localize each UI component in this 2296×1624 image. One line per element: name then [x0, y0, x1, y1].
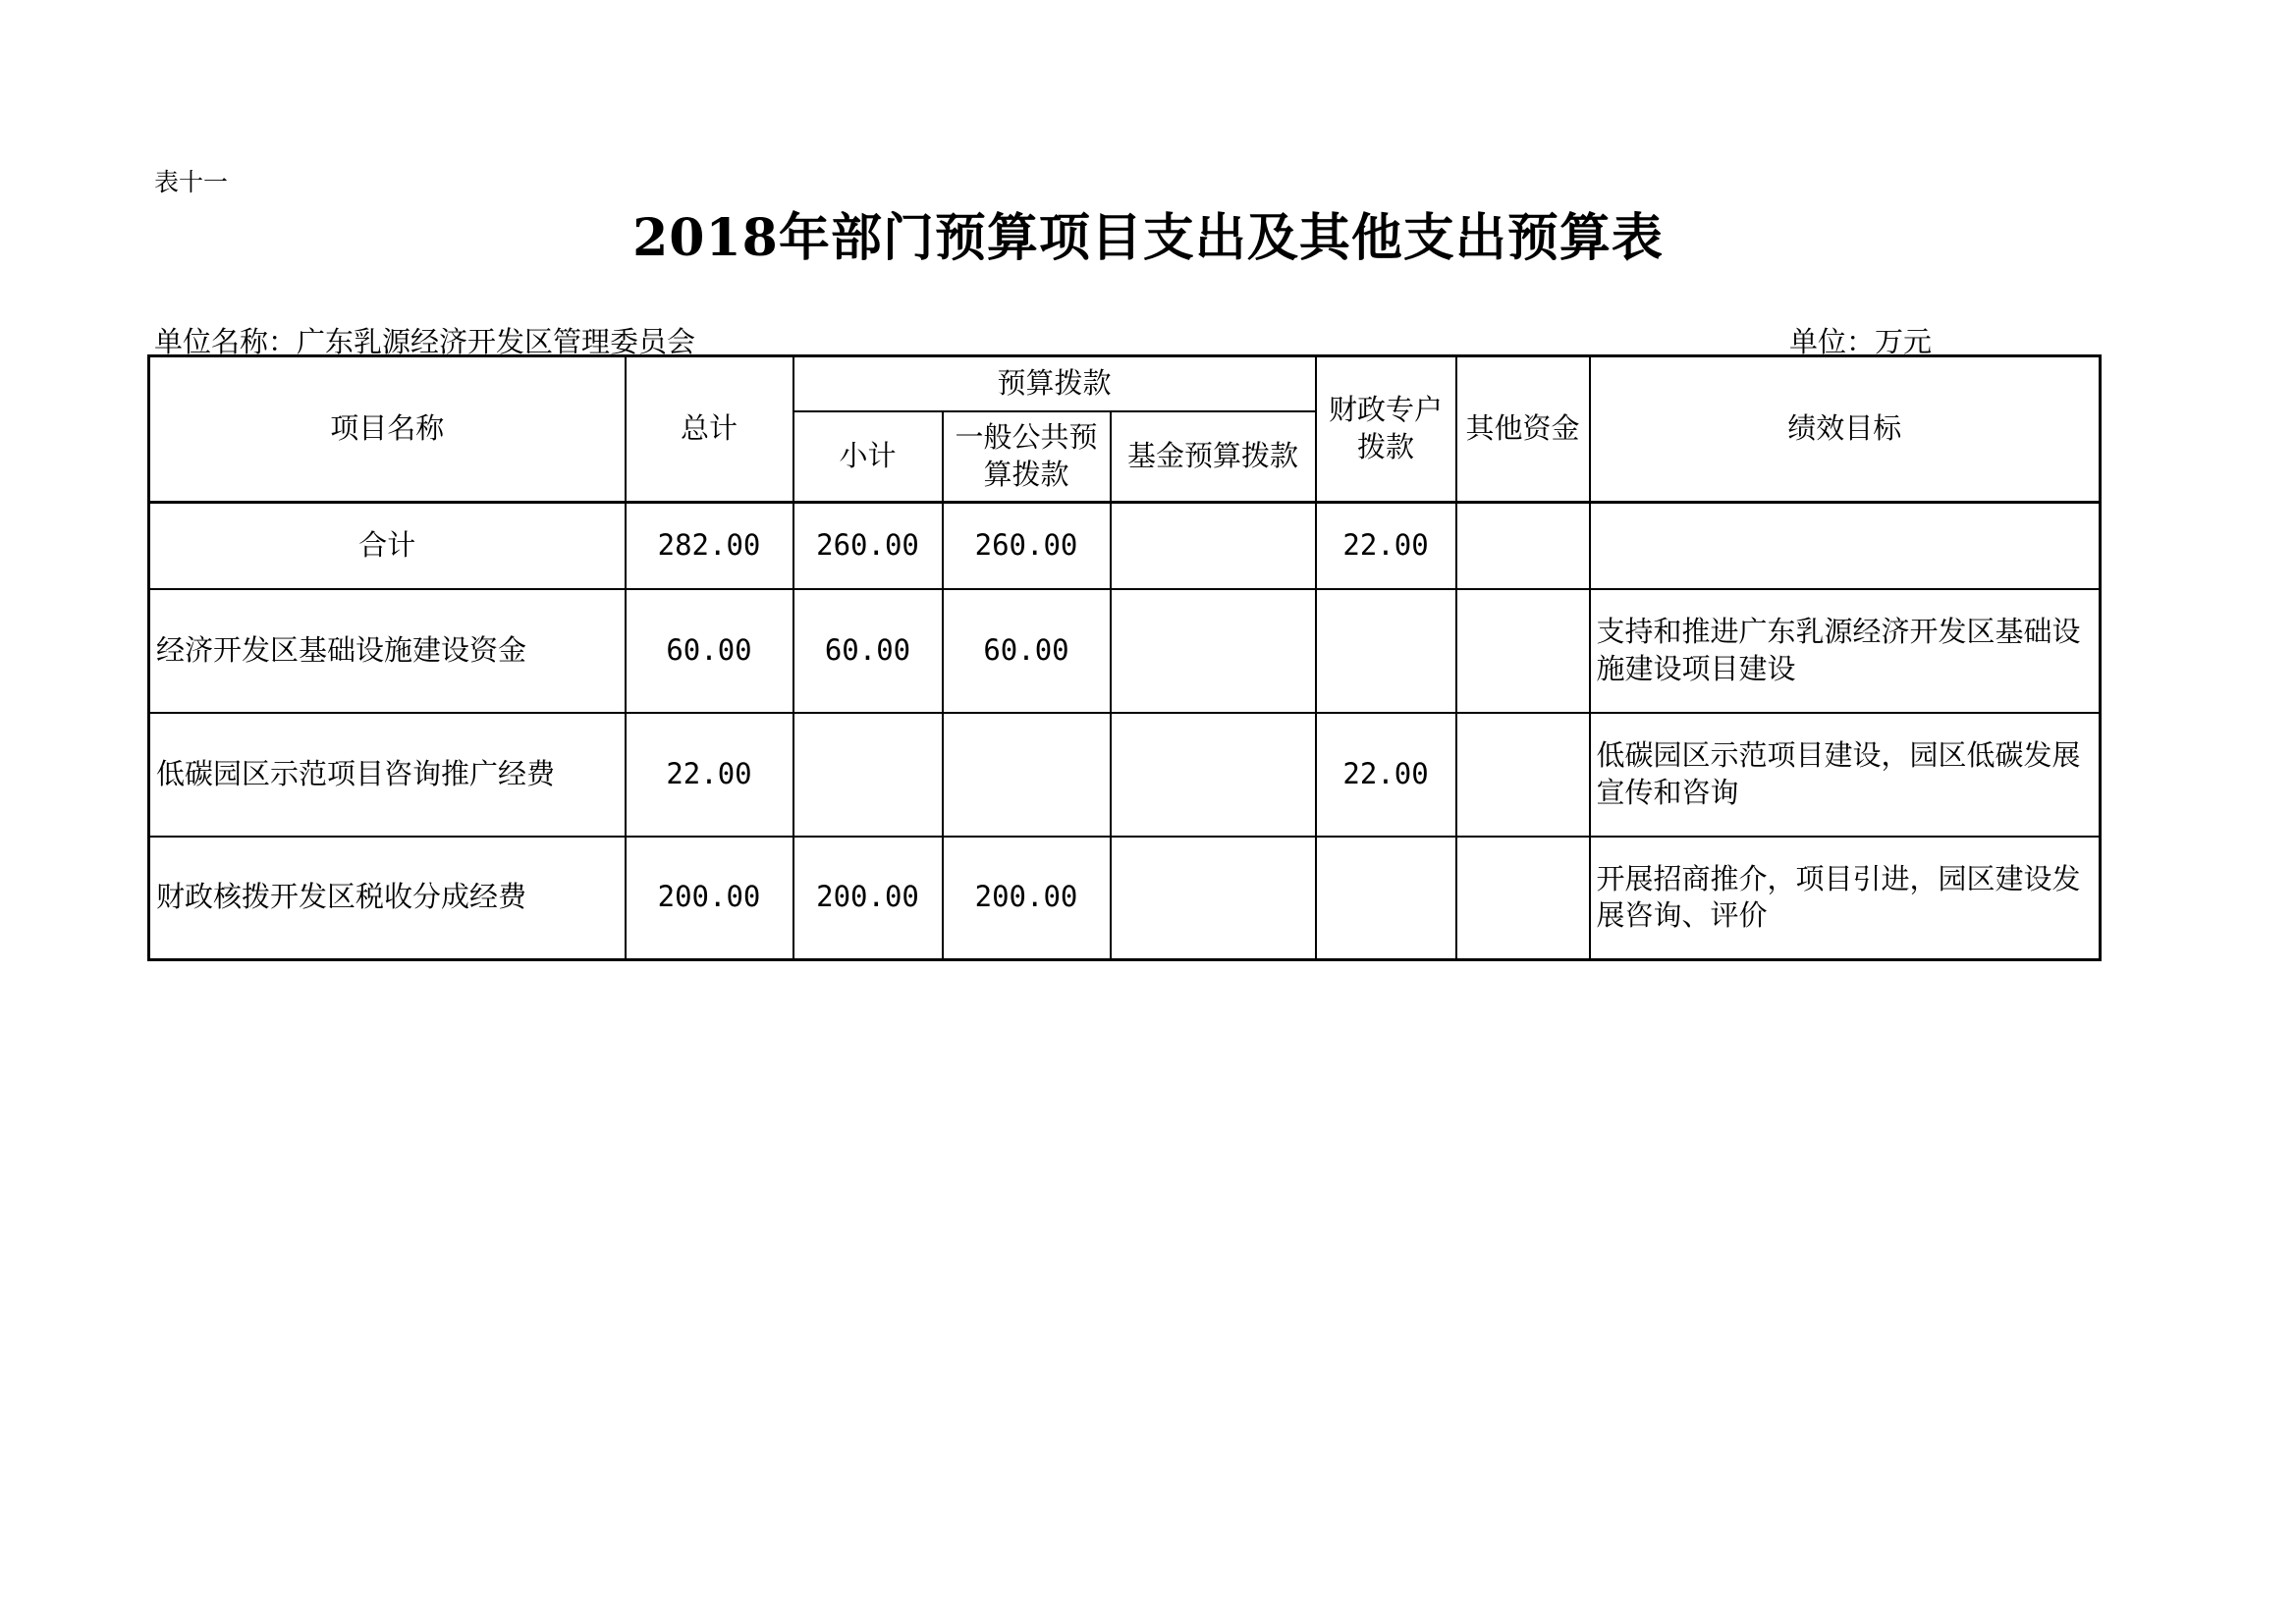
table-row [149, 589, 2101, 713]
row-general-public: 60.00 [943, 589, 1111, 713]
row-project-name: 低碳园区示范项目咨询推广经费 [149, 713, 626, 837]
header-budget-allocation: 预算拨款 [793, 356, 1316, 411]
table-row [149, 837, 2101, 960]
row-project-name: 经济开发区基础设施建设资金 [149, 589, 626, 713]
header-subtotal: 小计 [793, 411, 943, 503]
summary-special-account: 22.00 [1316, 503, 1456, 589]
page-title: 2018年部门预算项目支出及其他支出预算表 [632, 208, 1664, 268]
row-special-account: 22.00 [1316, 713, 1456, 837]
header-total: 总计 [626, 356, 793, 503]
row-total: 60.00 [626, 589, 793, 713]
row-special-account [1316, 589, 1456, 713]
row-total: 200.00 [626, 837, 793, 960]
summary-name: 合计 [149, 503, 626, 589]
row-general-public: 200.00 [943, 837, 1111, 960]
row-performance-goal: 支持和推进广东乳源经济开发区基础设施建设项目建设 [1590, 589, 2101, 713]
budget-table [147, 354, 2102, 961]
row-subtotal: 60.00 [793, 589, 943, 713]
table-row [149, 713, 2101, 837]
row-subtotal [793, 713, 943, 837]
header-general-public: 一般公共预算拨款 [943, 411, 1111, 503]
row-performance-goal: 开展招商推介，项目引进，园区建设发展咨询、评价 [1590, 837, 2101, 960]
header-other-funds: 其他资金 [1456, 356, 1590, 503]
row-general-public [943, 713, 1111, 837]
row-performance-goal: 低碳园区示范项目建设，园区低碳发展宣传和咨询 [1590, 713, 2101, 837]
header-performance-goal: 绩效目标 [1590, 356, 2101, 503]
header-special-account: 财政专户拨款 [1316, 356, 1456, 503]
summary-goal [1590, 503, 2101, 589]
unit-label: 单位：万元 [1789, 325, 1933, 358]
header-project-name: 项目名称 [149, 356, 626, 503]
row-other-funds [1456, 713, 1590, 837]
unit-name: 单位名称：广东乳源经济开发区管理委员会 [154, 325, 696, 358]
row-project-name: 财政核拨开发区税收分成经费 [149, 837, 626, 960]
row-other-funds [1456, 837, 1590, 960]
summary-total: 282.00 [626, 503, 793, 589]
row-other-funds [1456, 589, 1590, 713]
row-fund-budget [1111, 589, 1316, 713]
row-fund-budget [1111, 713, 1316, 837]
header-fund-budget: 基金预算拨款 [1111, 411, 1316, 503]
row-total: 22.00 [626, 713, 793, 837]
row-subtotal: 200.00 [793, 837, 943, 960]
summary-other-funds [1456, 503, 1590, 589]
summary-fund-budget [1111, 503, 1316, 589]
row-fund-budget [1111, 837, 1316, 960]
summary-row [149, 503, 2101, 589]
summary-general-public: 260.00 [943, 503, 1111, 589]
row-special-account [1316, 837, 1456, 960]
sheet-label: 表十一 [154, 168, 229, 196]
summary-subtotal: 260.00 [793, 503, 943, 589]
